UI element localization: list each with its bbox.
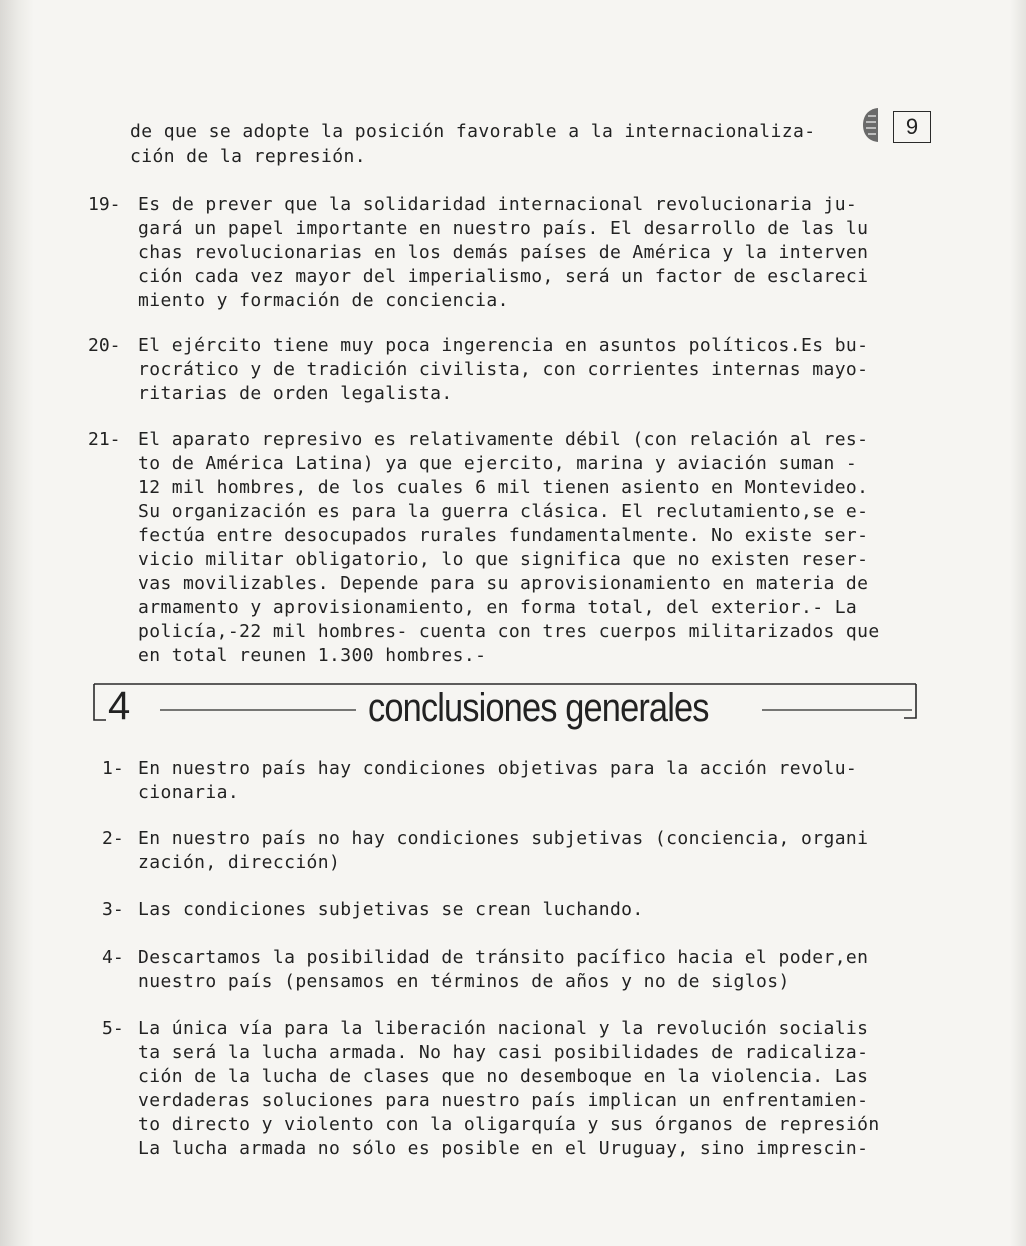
item-text-line: chas revolucionarias en los demás países de América y la interven — [138, 242, 869, 263]
conclusion-text-line: cionaria. — [138, 782, 240, 803]
conclusion-text-line: En nuestro país hay condiciones objetivas para la acción revolu- — [138, 758, 858, 779]
conclusion-number: 3- — [102, 899, 124, 920]
item-text-line: fectúa entre desocupados rurales fundamentalmente. No existe ser- — [138, 525, 869, 546]
item-text-line: ción cada vez mayor del imperialismo, será un factor de esclareci — [138, 266, 869, 287]
section-number: 4 — [108, 684, 131, 728]
item-text-line: El aparato represivo es relativamente débil (con relación al res- — [138, 429, 869, 450]
conclusion-number: 1- — [102, 758, 124, 779]
conclusion-number: 2- — [102, 828, 124, 849]
conclusion-text-line: zación, dirección) — [138, 852, 341, 873]
scan-right-edge — [1010, 0, 1026, 1246]
conclusion-text-line: ción de la lucha de clases que no desemboque en la violencia. Las — [138, 1066, 869, 1087]
item-text-line: vicio militar obligatorio, lo que significa que no existen reser- — [138, 549, 869, 570]
item-text-line: armamento y aprovisionamiento, en forma total, del exterior.- La — [138, 597, 858, 618]
item-text-line: policía,-22 mil hombres- cuenta con tres cuerpos militarizados que — [138, 621, 880, 642]
item-text-line: ritarias de orden legalista. — [138, 383, 453, 404]
page-number: 9 — [893, 111, 931, 143]
item-text-line: rocrático y de tradición civilista, con corrientes internas mayo- — [138, 359, 869, 380]
conclusion-text-line: Descartamos la posibilidad de tránsito pacífico hacia el poder,en — [138, 947, 869, 968]
item-text-line: en total reunen 1.300 hombres.- — [138, 645, 487, 666]
conclusion-text-line: ta será la lucha armada. No hay casi posibilidades de radicaliza- — [138, 1042, 869, 1063]
intro-text-line: de que se adopte la posición favorable a la internacionaliza- — [130, 121, 816, 142]
section-title: conclusiones generales — [368, 686, 709, 730]
item-number: 20- — [88, 335, 121, 356]
item-text-line: Es de prever que la solidaridad internacional revolucionaria ju- — [138, 194, 858, 215]
scan-left-edge-shadow — [0, 0, 34, 1246]
conclusion-text-line: En nuestro país no hay condiciones subjetivas (conciencia, organi — [138, 828, 869, 849]
conclusion-text-line: La lucha armada no sólo es posible en el Uruguay, sino imprescin- — [138, 1138, 869, 1159]
conclusion-text-line: nuestro país (pensamos en términos de años y no de siglos) — [138, 971, 790, 992]
page-corner-stamp-icon — [860, 106, 892, 144]
conclusion-text-line: verdaderas soluciones para nuestro país implican un enfrentamien- — [138, 1090, 869, 1111]
item-text-line: El ejército tiene muy poca ingerencia en asuntos políticos.Es bu- — [138, 335, 869, 356]
conclusion-text-line: to directo y violento con la oligarquía y sus órganos de represión — [138, 1114, 880, 1135]
conclusion-number: 4- — [102, 947, 124, 968]
item-text-line: 12 mil hombres, de los cuales 6 mil tienen asiento en Montevideo. — [138, 477, 869, 498]
conclusion-number: 5- — [102, 1018, 124, 1039]
item-text-line: miento y formación de conciencia. — [138, 290, 509, 311]
item-number: 19- — [88, 194, 121, 215]
item-text-line: gará un papel importante en nuestro país. El desarrollo de las lu — [138, 218, 869, 239]
intro-text-line: ción de la represión. — [130, 146, 366, 167]
item-text-line: to de América Latina) ya que ejercito, marina y aviación suman - — [138, 453, 858, 474]
item-text-line: Su organización es para la guerra clásica. El reclutamiento,se e- — [138, 501, 869, 522]
conclusion-text-line: Las condiciones subjetivas se crean luchando. — [138, 899, 644, 920]
item-number: 21- — [88, 429, 121, 450]
item-text-line: vas movilizables. Depende para su aprovisionamiento en materia de — [138, 573, 869, 594]
conclusion-text-line: La única vía para la liberación nacional y la revolución socialis — [138, 1018, 869, 1039]
